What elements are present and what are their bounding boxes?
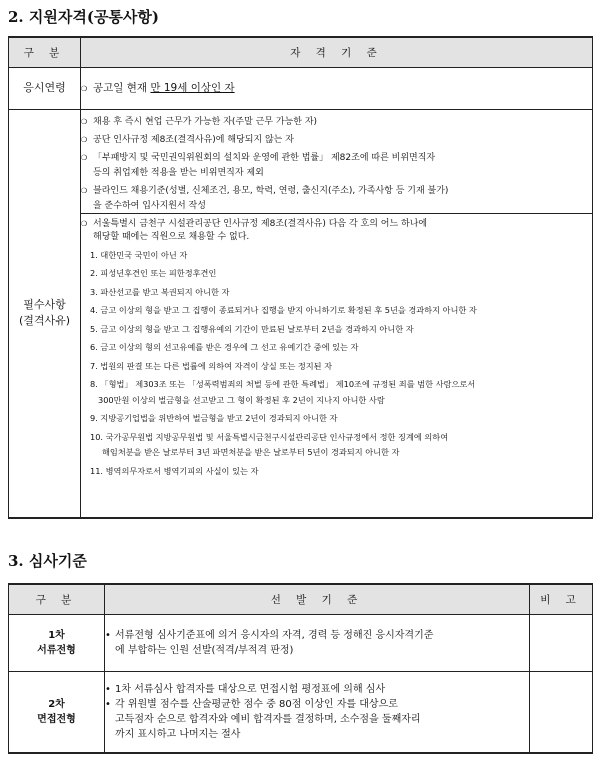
stage-label: 2차 면접전형 <box>9 671 105 753</box>
screening-header-row <box>9 584 593 614</box>
required-bullets <box>81 109 593 213</box>
criteria-line: • 각 위원별 점수를 산술평균한 점수 중 80점 이상인 자를 대상으로 <box>105 697 529 712</box>
header-criteria: 선 발 기 준 <box>105 584 530 614</box>
screening-row-document <box>9 614 593 671</box>
disqualification-item-continued: 해임처분을 받은 날로부터 3년 파면처분을 받은 날로부터 5년이 경과되지 아니한 자 <box>102 447 400 457</box>
disqualification-list <box>81 213 593 518</box>
disqualification-item: 10. 국가공무원법 지방공무원법 및 서울특별시금천구시설관리공단 인사규정에서 정한 징계에 의하여 <box>90 431 449 442</box>
disqualification-item: 4. 금고 이상의 형을 받고 그 집행이 종료되거나 집행을 받지 아니하기로 확정된 후 5년을 경과하지 아니한 자 <box>90 305 477 315</box>
criteria-line-continued: 에 부합하는 인원 선발(적격/부적격 판정) <box>115 644 294 656</box>
disqualification-intro-continued: 해당할 때에는 직원으로 채용할 수 없다. <box>93 231 250 242</box>
age-highlight: 만 19세 이상인 자 <box>150 81 235 94</box>
disqualification-intro: ❍ 서울특별시 금천구 시설관리공단 인사규정 제8조(결격사유) 다음 각 호의 어느 하나에 <box>81 218 592 231</box>
section-2-title: 2. 지원자격(공통사항) <box>8 8 159 26</box>
disqualification-item-continued: 300만원 이상의 벌금형을 선고받고 그 형이 확정된 후 2년이 지나지 아니한 사람 <box>98 394 385 405</box>
criteria-line-continued: 고득점자 순으로 합격자와 예비 합격자를 결정하며, 소수점을 둘째자리 <box>115 713 421 725</box>
header-note: 비 고 <box>530 584 593 614</box>
disqualification-item: 5. 금고 이상의 형을 받고 그 집행유예의 기간이 만료된 날로부터 2년을 경과하지 아니한 자 <box>90 323 414 334</box>
bullet-item-continued: 등의 취업제한 적용을 받는 비위면직자 제외 <box>93 167 264 178</box>
criteria-line-continued: 까지 표시하고 나머지는 절사 <box>115 728 241 740</box>
disqualification-item: 7. 법원의 판결 또는 다른 법률에 의하여 자격이 상실 또는 정지된 자 <box>90 360 333 371</box>
bullet-item: ❍ 「부패방지 및 국민권익위원회의 설치와 운영에 관한 법률」 제82조에 따른 비위면직자 <box>81 152 592 165</box>
disqualification-item: 6. 금고 이상의 형의 선고유예를 받은 경우에 그 선고 유예기간 중에 있는 자 <box>90 342 359 352</box>
section-3-title: 3. 심사기준 <box>8 552 87 570</box>
disqualification-item: 1. 대한민국 국민이 아닌 자 <box>90 249 188 260</box>
age-row <box>9 67 593 109</box>
disqualification-item: 11. 병역의무자로서 병역기피의 사실이 있는 자 <box>90 465 259 476</box>
required-label: 필수사항 (결격사유) <box>9 109 81 518</box>
note-cell <box>530 671 593 753</box>
note-cell <box>530 614 593 671</box>
criteria-line: • 서류전형 심사기준표에 의거 응시자의 자격, 경력 등 정해진 응시자격기준 <box>105 628 529 643</box>
header-category: 구 분 <box>9 584 105 614</box>
disqualification-item: 8. 「형법」 제303조 또는 「성폭력범죄의 처벌 등에 관한 특례법」 제10조에 규정된 죄를 범한 사람으로서 <box>90 379 476 389</box>
qualification-table <box>8 36 593 519</box>
screening-row-interview <box>9 671 593 753</box>
bullet-item: ❍ 공단 인사규정 제8조(결격사유)에 해당되지 않는 자 <box>81 134 592 147</box>
disqualification-row <box>9 213 593 518</box>
bullet-item-continued: 을 준수하여 입사지원서 작성 <box>93 200 206 211</box>
qualification-header-row <box>9 37 593 67</box>
age-requirement: ❍ 공고일 현재 만 19세 이상인 자 <box>81 80 592 97</box>
header-criteria: 자 격 기 준 <box>81 37 593 67</box>
criteria-line: • 1차 서류심사 합격자를 대상으로 면접시험 평정표에 의해 심사 <box>105 682 529 697</box>
bullet-item: ❍ 채용 후 즉시 현업 근무가 가능한 자(주말 근무 가능한 자) <box>81 116 592 129</box>
screening-table <box>8 583 593 754</box>
disqualification-item: 2. 피성년후견인 또는 피한정후견인 <box>90 268 217 278</box>
required-row <box>9 109 593 213</box>
stage-label: 1차 서류전형 <box>9 614 105 671</box>
age-label: 응시연령 <box>9 67 81 109</box>
header-category: 구 분 <box>9 37 81 67</box>
disqualification-item: 3. 파산선고를 받고 복권되지 아니한 자 <box>90 286 230 297</box>
disqualification-item: 9. 지방공기업법을 위반하여 벌금형을 받고 2년이 경과되지 아니한 자 <box>90 413 338 423</box>
bullet-item: ❍ 블라인드 채용기준(성별, 신체조건, 용모, 학력, 연령, 출신지(주소), 가족사항 등 기재 불가) <box>81 185 592 198</box>
